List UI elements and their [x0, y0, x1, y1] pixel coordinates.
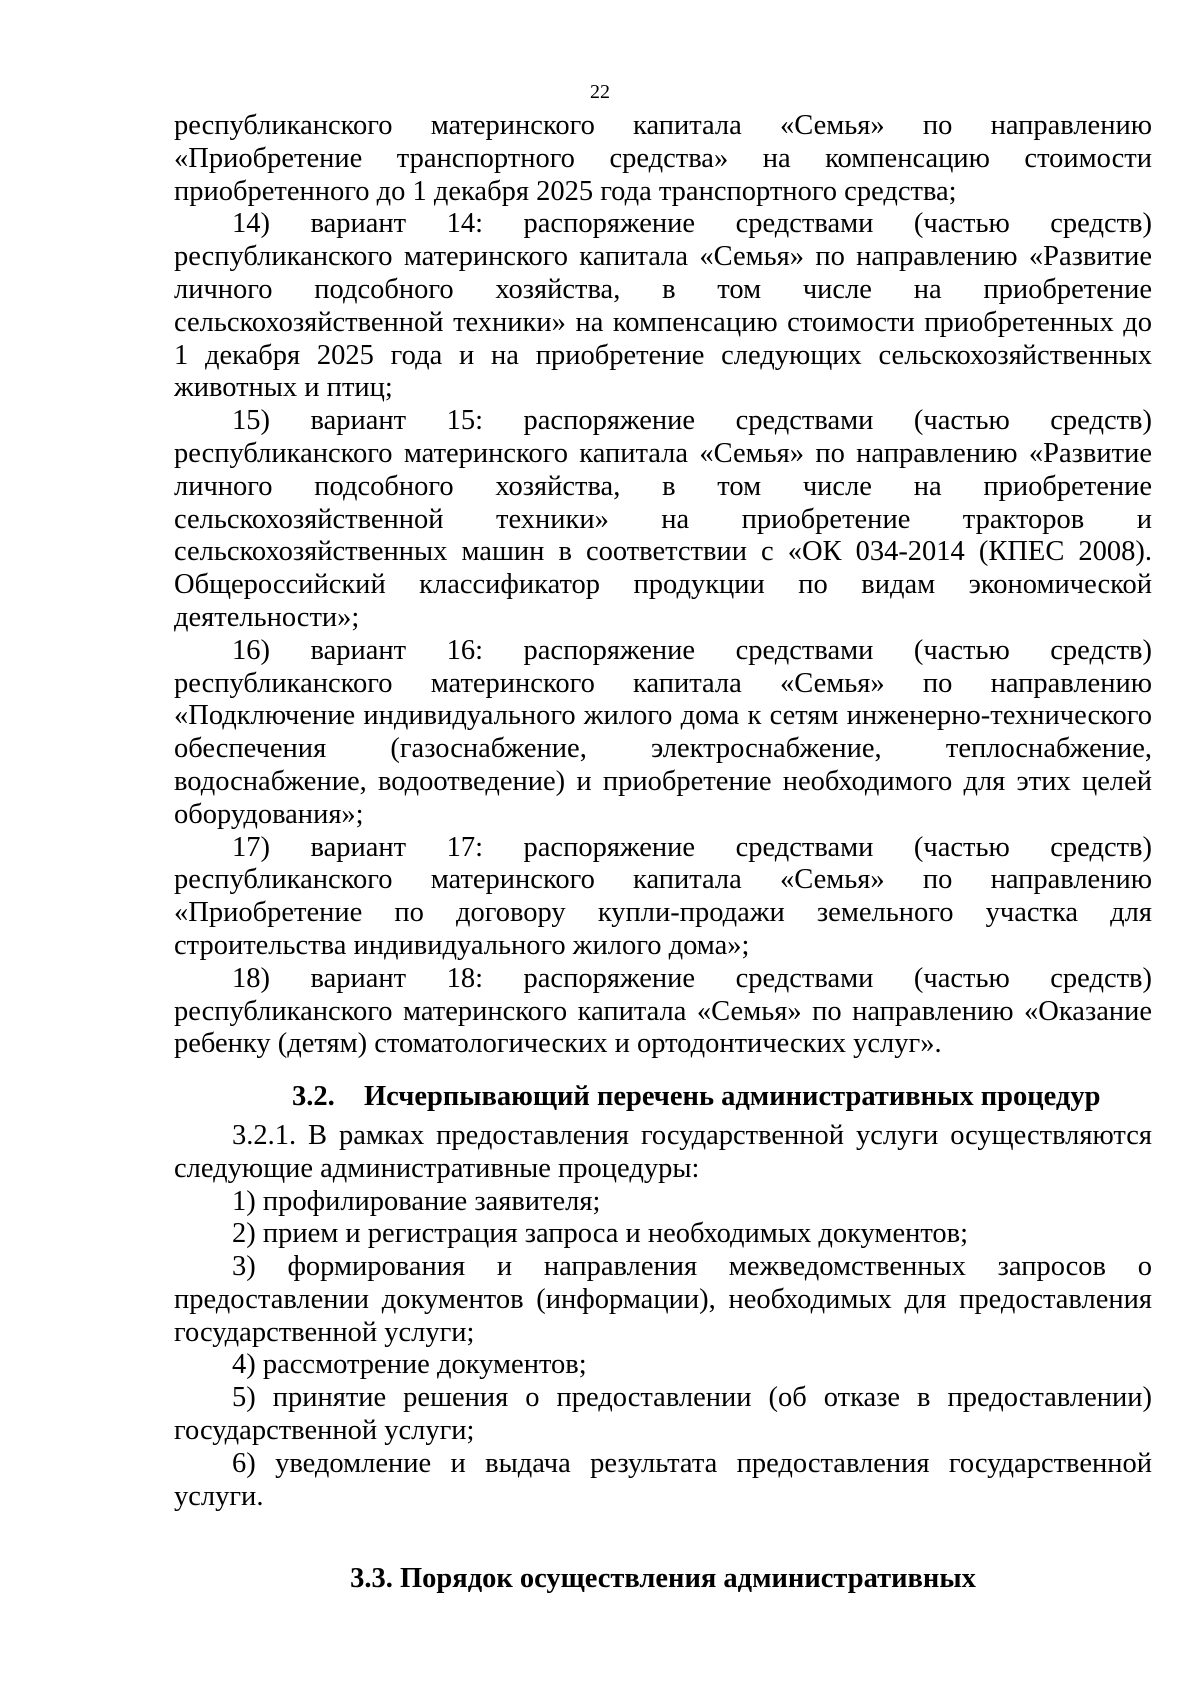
- paragraph-continuation: республиканского материнского капитала «Семья» по направлению «Приобретение транспортного средства» на компенсацию стоимости приобретенного до 1 декабря 2025 года транспортного средства;: [174, 110, 1152, 207]
- paragraph-variant-17: 17) вариант 17: распоряжение средствами (частью средств) республиканского материнского капитала «Семья» по направлению «Приобретение по договору купли-продажи земельного участка для строительства индивидуального жилого дома»;: [174, 831, 1152, 961]
- page-number: 22: [590, 81, 610, 103]
- paragraph-variant-15: 15) вариант 15: распоряжение средствами (частью средств) республиканского материнского капитала «Семья» по направлению «Развитие личного подсобного хозяйства, в том числе на приобретение сельскохозяйственной техники» на приобретение тракторов и сельскохозяйственных машин в соответствии с «ОК 034-2014 (КПЕС 2008). Общероссийский классификатор продукции по видам экономической деятельности»;: [174, 405, 1152, 633]
- paragraph-variant-16: 16) вариант 16: распоряжение средствами (частью средств) республиканского материнского капитала «Семья» по направлению «Подключение индивидуального жилого дома к сетям инженерно-технического обеспечения (газоснабжение, электроснабжение, теплоснабжение, водоснабжение, водоотведение) и приобретение необходимого для этих целей оборудования»;: [174, 634, 1152, 830]
- section-heading-3-3: 3.3. Порядок осуществления административных: [350, 1563, 976, 1595]
- section-number: 3.2.: [292, 1081, 335, 1113]
- list-item-procedure-2: 2) прием и регистрация запроса и необходимых документов;: [232, 1218, 969, 1250]
- paragraph-3-2-1: 3.2.1. В рамках предоставления государственной услуги осуществляются следующие административные процедуры:: [174, 1119, 1152, 1184]
- paragraph-variant-14: 14) вариант 14: распоряжение средствами (частью средств) республиканского материнского капитала «Семья» по направлению «Развитие личного подсобного хозяйства, в том числе на приобретение сельскохозяйственной техники» на компенсацию стоимости приобретенных до 1 декабря 2025 года и на приобретение следующих сельскохозяйственных животных и птиц;: [174, 208, 1152, 404]
- list-item-procedure-4: 4) рассмотрение документов;: [232, 1349, 587, 1381]
- section-heading-3-2: [174, 1081, 1152, 1114]
- list-item-procedure-6: 6) уведомление и выдача результата предоставления государственной услуги.: [174, 1447, 1152, 1512]
- list-item-procedure-1: 1) профилирование заявителя;: [232, 1185, 601, 1217]
- document-body: [174, 110, 1152, 1596]
- list-item-procedure-3: 3) формирования и направления межведомственных запросов о предоставлении документов (информации), необходимых для предоставления государственной услуги;: [174, 1251, 1152, 1348]
- paragraph-variant-18: 18) вариант 18: распоряжение средствами (частью средств) республиканского материнского капитала «Семья» по направлению «Оказание ребенку (детям) стоматологических и ортодонтических услуг».: [174, 962, 1152, 1060]
- section-title: Исчерпывающий перечень административных процедур: [364, 1081, 1101, 1113]
- list-item-procedure-5: 5) принятие решения о предоставлении (об отказе в предоставлении) государственной услуги;: [174, 1382, 1152, 1447]
